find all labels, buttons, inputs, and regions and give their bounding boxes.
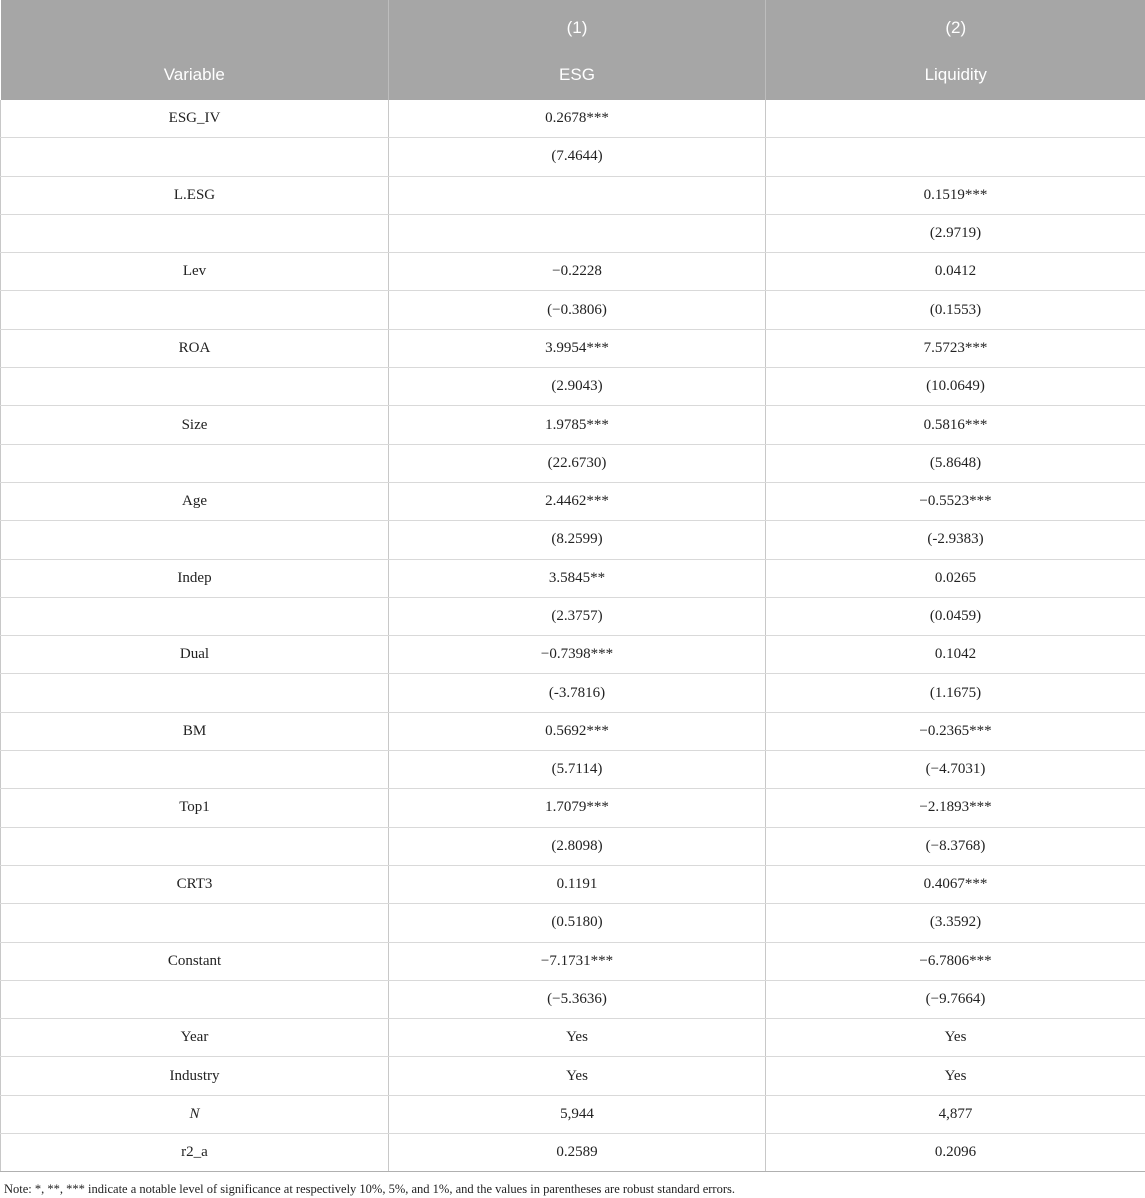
table-row bbox=[1, 138, 1145, 176]
esg-cell: Yes bbox=[389, 1057, 766, 1095]
variable-cell: r2_a bbox=[1, 1134, 389, 1172]
esg-cell: (5.7114) bbox=[389, 751, 766, 789]
variable-cell: Age bbox=[1, 482, 389, 520]
header-row-model-numbers bbox=[1, 0, 1145, 52]
variable-cell bbox=[1, 751, 389, 789]
esg-cell: 0.2678*** bbox=[389, 100, 766, 138]
table-row bbox=[1, 253, 1145, 291]
header-model-2: (2) bbox=[766, 0, 1145, 52]
table-header bbox=[1, 0, 1145, 100]
table-row bbox=[1, 942, 1145, 980]
esg-cell: 2.4462*** bbox=[389, 482, 766, 520]
esg-cell: 1.9785*** bbox=[389, 406, 766, 444]
variable-cell: BM bbox=[1, 712, 389, 750]
liquidity-cell: −2.1893*** bbox=[766, 789, 1145, 827]
table-row bbox=[1, 559, 1145, 597]
esg-cell: (8.2599) bbox=[389, 521, 766, 559]
liquidity-cell: (0.1553) bbox=[766, 291, 1145, 329]
liquidity-cell: (5.8648) bbox=[766, 444, 1145, 482]
variable-cell bbox=[1, 368, 389, 406]
variable-cell: Indep bbox=[1, 559, 389, 597]
table-row bbox=[1, 406, 1145, 444]
table-row bbox=[1, 1095, 1145, 1133]
table-body bbox=[1, 100, 1145, 1172]
liquidity-cell: 7.5723*** bbox=[766, 329, 1145, 367]
table-row bbox=[1, 597, 1145, 635]
esg-cell: (-3.7816) bbox=[389, 674, 766, 712]
table-row bbox=[1, 100, 1145, 138]
liquidity-cell: (−9.7664) bbox=[766, 980, 1145, 1018]
header-variable: Variable bbox=[1, 52, 389, 100]
table-row bbox=[1, 482, 1145, 520]
esg-cell: 3.5845** bbox=[389, 559, 766, 597]
table-row bbox=[1, 368, 1145, 406]
esg-cell: (2.3757) bbox=[389, 597, 766, 635]
liquidity-cell: −0.5523*** bbox=[766, 482, 1145, 520]
table-row bbox=[1, 444, 1145, 482]
esg-cell: (7.4644) bbox=[389, 138, 766, 176]
esg-cell: −0.2228 bbox=[389, 253, 766, 291]
table-row bbox=[1, 1019, 1145, 1057]
liquidity-cell: 0.1519*** bbox=[766, 176, 1145, 214]
esg-cell: −0.7398*** bbox=[389, 636, 766, 674]
esg-cell: Yes bbox=[389, 1019, 766, 1057]
table-row bbox=[1, 636, 1145, 674]
table-row bbox=[1, 904, 1145, 942]
header-esg: ESG bbox=[389, 52, 766, 100]
table-row bbox=[1, 980, 1145, 1018]
esg-cell: 5,944 bbox=[389, 1095, 766, 1133]
table-row bbox=[1, 674, 1145, 712]
header-row-variables bbox=[1, 52, 1145, 100]
variable-cell: Year bbox=[1, 1019, 389, 1057]
esg-cell: 0.5692*** bbox=[389, 712, 766, 750]
esg-cell: (0.5180) bbox=[389, 904, 766, 942]
esg-cell: 0.1191 bbox=[389, 865, 766, 903]
liquidity-cell bbox=[766, 138, 1145, 176]
variable-cell: CRT3 bbox=[1, 865, 389, 903]
liquidity-cell: 0.0412 bbox=[766, 253, 1145, 291]
variable-cell bbox=[1, 980, 389, 1018]
esg-cell: 1.7079*** bbox=[389, 789, 766, 827]
liquidity-cell: (−4.7031) bbox=[766, 751, 1145, 789]
table-row bbox=[1, 827, 1145, 865]
esg-cell: (2.9043) bbox=[389, 368, 766, 406]
esg-cell: 3.9954*** bbox=[389, 329, 766, 367]
liquidity-cell: (-2.9383) bbox=[766, 521, 1145, 559]
liquidity-cell: 0.5816*** bbox=[766, 406, 1145, 444]
liquidity-cell: 4,877 bbox=[766, 1095, 1145, 1133]
table-row bbox=[1, 865, 1145, 903]
esg-cell: (−0.3806) bbox=[389, 291, 766, 329]
liquidity-cell: 0.4067*** bbox=[766, 865, 1145, 903]
variable-cell bbox=[1, 214, 389, 252]
table-row bbox=[1, 1134, 1145, 1172]
liquidity-cell: Yes bbox=[766, 1019, 1145, 1057]
variable-cell bbox=[1, 291, 389, 329]
liquidity-cell bbox=[766, 100, 1145, 138]
variable-cell: Top1 bbox=[1, 789, 389, 827]
liquidity-cell: 0.2096 bbox=[766, 1134, 1145, 1172]
liquidity-cell: −0.2365*** bbox=[766, 712, 1145, 750]
table-row bbox=[1, 789, 1145, 827]
variable-cell: Dual bbox=[1, 636, 389, 674]
variable-cell: ROA bbox=[1, 329, 389, 367]
header-blank bbox=[1, 0, 389, 52]
variable-cell bbox=[1, 521, 389, 559]
variable-cell: Lev bbox=[1, 253, 389, 291]
table-note: Note: *, **, *** indicate a notable level of significance at respectively 10%, 5%, and 1%, and the values in parentheses are robust standard errors. bbox=[4, 1182, 735, 1196]
esg-cell: (−5.3636) bbox=[389, 980, 766, 1018]
variable-cell: ESG_IV bbox=[1, 100, 389, 138]
liquidity-cell: (2.9719) bbox=[766, 214, 1145, 252]
table-row bbox=[1, 712, 1145, 750]
table-row bbox=[1, 291, 1145, 329]
variable-cell: N bbox=[1, 1095, 389, 1133]
liquidity-cell: 0.0265 bbox=[766, 559, 1145, 597]
header-model-1: (1) bbox=[389, 0, 766, 52]
esg-cell: (22.6730) bbox=[389, 444, 766, 482]
esg-cell: 0.2589 bbox=[389, 1134, 766, 1172]
header-liquidity: Liquidity bbox=[766, 52, 1145, 100]
liquidity-cell: −6.7806*** bbox=[766, 942, 1145, 980]
table-row bbox=[1, 176, 1145, 214]
table-row bbox=[1, 329, 1145, 367]
table-row bbox=[1, 751, 1145, 789]
liquidity-cell: (10.0649) bbox=[766, 368, 1145, 406]
table-row bbox=[1, 214, 1145, 252]
liquidity-cell: (1.1675) bbox=[766, 674, 1145, 712]
esg-cell: −7.1731*** bbox=[389, 942, 766, 980]
variable-cell bbox=[1, 827, 389, 865]
table-row bbox=[1, 1057, 1145, 1095]
liquidity-cell: (−8.3768) bbox=[766, 827, 1145, 865]
esg-cell: (2.8098) bbox=[389, 827, 766, 865]
table-row bbox=[1, 521, 1145, 559]
liquidity-cell: Yes bbox=[766, 1057, 1145, 1095]
variable-cell bbox=[1, 138, 389, 176]
esg-cell bbox=[389, 214, 766, 252]
variable-cell: Size bbox=[1, 406, 389, 444]
variable-cell bbox=[1, 904, 389, 942]
variable-cell: Industry bbox=[1, 1057, 389, 1095]
liquidity-cell: (0.0459) bbox=[766, 597, 1145, 635]
liquidity-cell: 0.1042 bbox=[766, 636, 1145, 674]
esg-cell bbox=[389, 176, 766, 214]
liquidity-cell: (3.3592) bbox=[766, 904, 1145, 942]
variable-cell bbox=[1, 674, 389, 712]
variable-cell bbox=[1, 444, 389, 482]
variable-cell bbox=[1, 597, 389, 635]
variable-cell: L.ESG bbox=[1, 176, 389, 214]
variable-cell: Constant bbox=[1, 942, 389, 980]
